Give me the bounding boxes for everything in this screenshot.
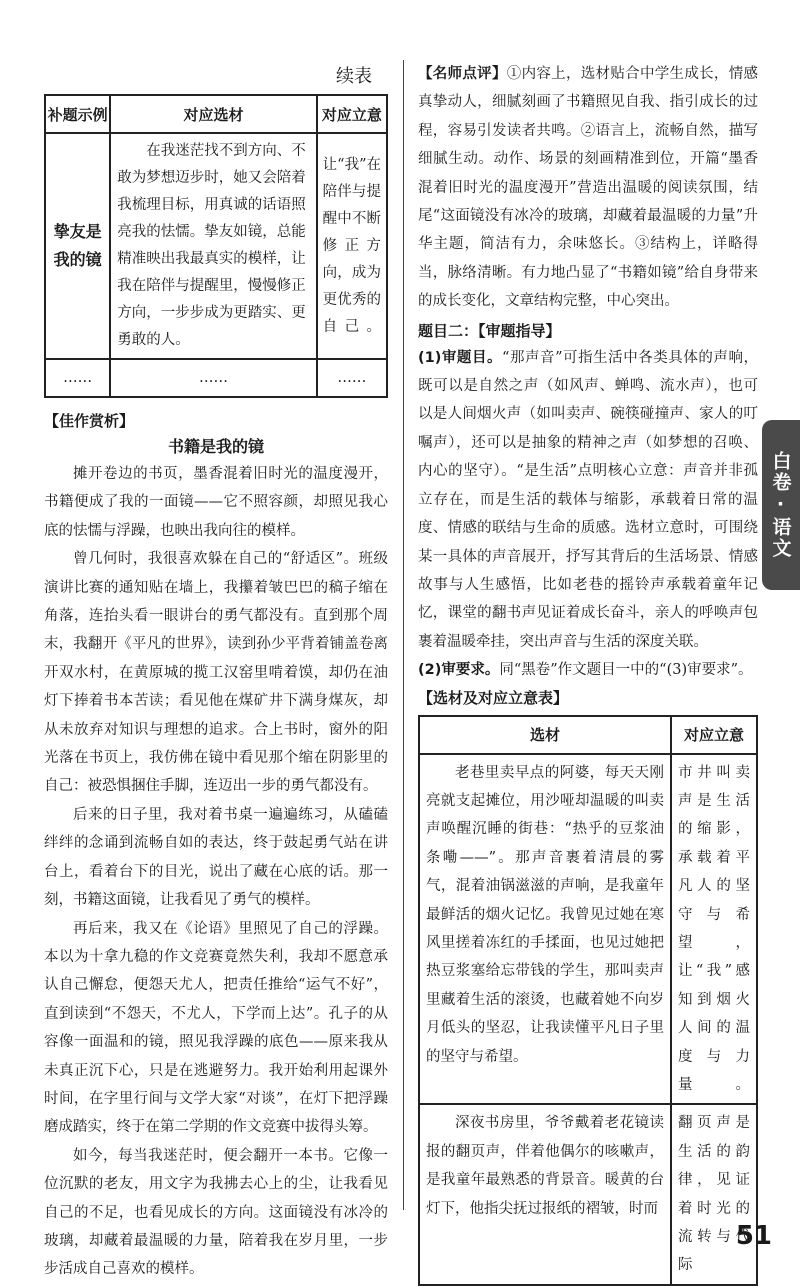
appreciation-label: 【佳作赏析】 (44, 412, 135, 430)
table1-ellipsis-3: …… (317, 359, 387, 397)
table1-row-idea: 让“我”在陪伴与提醒中不断修正方向，成为更优秀的自己。 (317, 133, 387, 359)
page-number: 51 (735, 1221, 772, 1251)
topic2-item1-text: “那声音”可指生活中各类具体的声响，既可以是自然之声（如风声、蝉鸣、流水声），也可以是人间烟火声（如叫卖声、碗筷碰撞声、家人的叮嘱声），还可以是抽象的精神之声（如梦想的召唤、内心的坚守）。“是生活”点明核心立意：声音并非孤立存在，而是生活的载体与缩影，承载着日常的温度、情感的联结与生命的质感。选材立意时，可围绕某一具体的声音展开，抒写其背后的生活场景、情感故事与人生感悟，比如老巷的摇铃声承载着童年记忆，课堂的翻书声见证着成长奋斗，亲人的呼唤声包裹着温暖牵挂，突出声音与生活的深度关联。 (418, 349, 758, 650)
topic2-item2-label: (2)审要求。 (418, 662, 500, 679)
right-column (418, 60, 758, 1286)
teacher-comment-label: 【名师点评】 (418, 66, 507, 82)
teacher-comment (418, 60, 758, 316)
essay-paragraph: 再后来，我又在《论语》里照见了自己的浮躁。本以为十拿九稳的作文竞赛竟然失利，我却不愿意承认自己懈怠，便怨天尤人，把责任推给“运气不好”，直到读到“不怨天，不尤人，下学而上达”。孔子的从容像一面温和的镜，照见我浮躁的底色——原来我从未真正沉下心，只是在逃避努力。我开始利用起课外时间，在字里行间与文学大家“对谈”，在灯下把浮躁磨成踏实，终于在第二学期的作文竞赛中拔得头筹。 (44, 920, 388, 1136)
table2-row-material: 老巷里卖早点的阿婆，每天天刚亮就支起摊位，用沙哑却温暖的叫卖声唤醒沉睡的街巷：“热乎的豆浆油条嘞——”。那声音裹着清晨的雾气，混着油锅滋滋的声响，是我童年最鲜活的烟火记忆。我曾见过她在寒风里搓着冻红的手揉面，也见过她把热豆浆塞给忘带钱的学生，那叫卖声里藏着生活的滚烫，也藏着她不向岁月低头的坚忍，让我读懂平凡日子里的坚守与希望。 (419, 754, 671, 1105)
topic-example-table (44, 94, 388, 398)
table2-row-material: 深夜书房里，爷爷戴着老花镜读报的翻页声，伴着他偶尔的咳嗽声，是我童年最熟悉的背景音。暖黄的台灯下，他指尖抚过报纸的褶皱，时而 (419, 1104, 671, 1284)
material-table-label: 【选材及对应立意表】 (418, 688, 569, 707)
table2-row-idea: 市井叫卖声是生活的缩影，承载着平凡人的坚守与希望，让“我”感知到烟火人间的温度与力量。 (671, 754, 757, 1105)
topic2-item1-label: (1)审题目。 (418, 349, 503, 366)
topic2-item1 (418, 344, 758, 656)
table2-header-idea: 对应立意 (671, 716, 757, 754)
table2-row-idea: 翻页声是生活的韵律，见证着时光的流转与代际 (671, 1104, 757, 1284)
table1-header-idea: 对应立意 (317, 95, 387, 133)
topic2-item2 (418, 656, 758, 684)
continued-label: 续表 (336, 66, 372, 87)
essay-title: 书籍是我的镜 (167, 437, 264, 456)
essay-paragraph: 曾几何时，我很喜欢躲在自己的“舒适区”。班级演讲比赛的通知贴在墙上，我攥着皱巴巴的稿子缩在角落，连抬头看一眼讲台的勇气都没有。直到那个周末，我翻开《平凡的世界》，读到孙少平背着铺盖卷离开双水村，在黄原城的揽工汉窑里啃着馍，却仍在油灯下捧着书本苦读；看见他在煤矿井下满身煤灰，却从未放弃对知识与理想的追求。合上书时，窗外的阳光落在书页上，我仿佛在镜中看见那个缩在阴影里的自己：被恐惧捆住手脚，连迈出一步的勇气都没有。 (44, 551, 388, 795)
table1-ellipsis-1: …… (45, 359, 110, 397)
table1-header-material: 对应选材 (110, 95, 316, 133)
table1-row-title: 挚友是我的镜 (45, 133, 110, 359)
column-divider (403, 60, 404, 1210)
material-idea-table (418, 715, 758, 1286)
topic2-heading: 题目二：【审题指导】 (418, 321, 561, 340)
side-tab: 白卷·语文 (762, 420, 800, 590)
teacher-comment-text: ①内容上，选材贴合中学生成长，情感真挚动人，细腻刻画了书籍照见自我、指引成长的过程，容易引发读者共鸣。②语言上，流畅自然，描写细腻生动。动作、场景的刻画精准到位，开篇“墨香混着旧时光的温度漫开”营造出温暖的阅读氛围，结尾“这面镜没有冰冷的玻璃，却藏着最温暖的力量”升华主题，简洁有力，余味悠长。③结构上，详略得当，脉络清晰。有力地凸显了“书籍如镜”给自身带来的成长变化，文章结构完整，中心突出。 (418, 66, 759, 310)
essay-paragraph: 如今，每当我迷茫时，便会翻开一本书。它像一位沉默的老友，用文字为我拂去心上的尘，让我看见自己的不足，也看见成长的方向。这面镜没有冰冷的玻璃，却藏着最温暖的力量，陪着我在岁月里，一步步活成自己喜欢的模样。 (44, 1147, 388, 1278)
topic2-item2-text: 同“黑卷”作文题目一中的“(3)审要求”。 (499, 662, 753, 679)
essay-paragraph: 摊开卷边的书页，墨香混着旧时光的温度漫开，书籍便成了我的一面镜——它不照容颜，却照见我心底的怯懦与浮躁，也映出我向往的模样。 (44, 466, 388, 539)
essay-paragraph: 后来的日子里，我对着书桌一遍遍练习，从磕磕绊绊的念诵到流畅自如的表达，终于鼓起勇气站在讲台上，看着台下的目光，说出了藏在心底的话。那一刻，书籍这面镜，让我看见了勇气的模样。 (44, 806, 388, 909)
table1-row-material: 在我迷茫找不到方向、不敢为梦想迈步时，她又会陪着我梳理目标，用真诚的话语照亮我的怯懦。挚友如镜，总能精准映出我最真实的模样，让我在陪伴与提醒里，慢慢修正方向，一步步成为更踏实、更勇敢的人。 (110, 133, 316, 359)
left-column (44, 60, 388, 1284)
table2-header-material: 选材 (419, 716, 671, 754)
table1-ellipsis-2: …… (110, 359, 316, 397)
table1-header-example: 补题示例 (45, 95, 110, 133)
